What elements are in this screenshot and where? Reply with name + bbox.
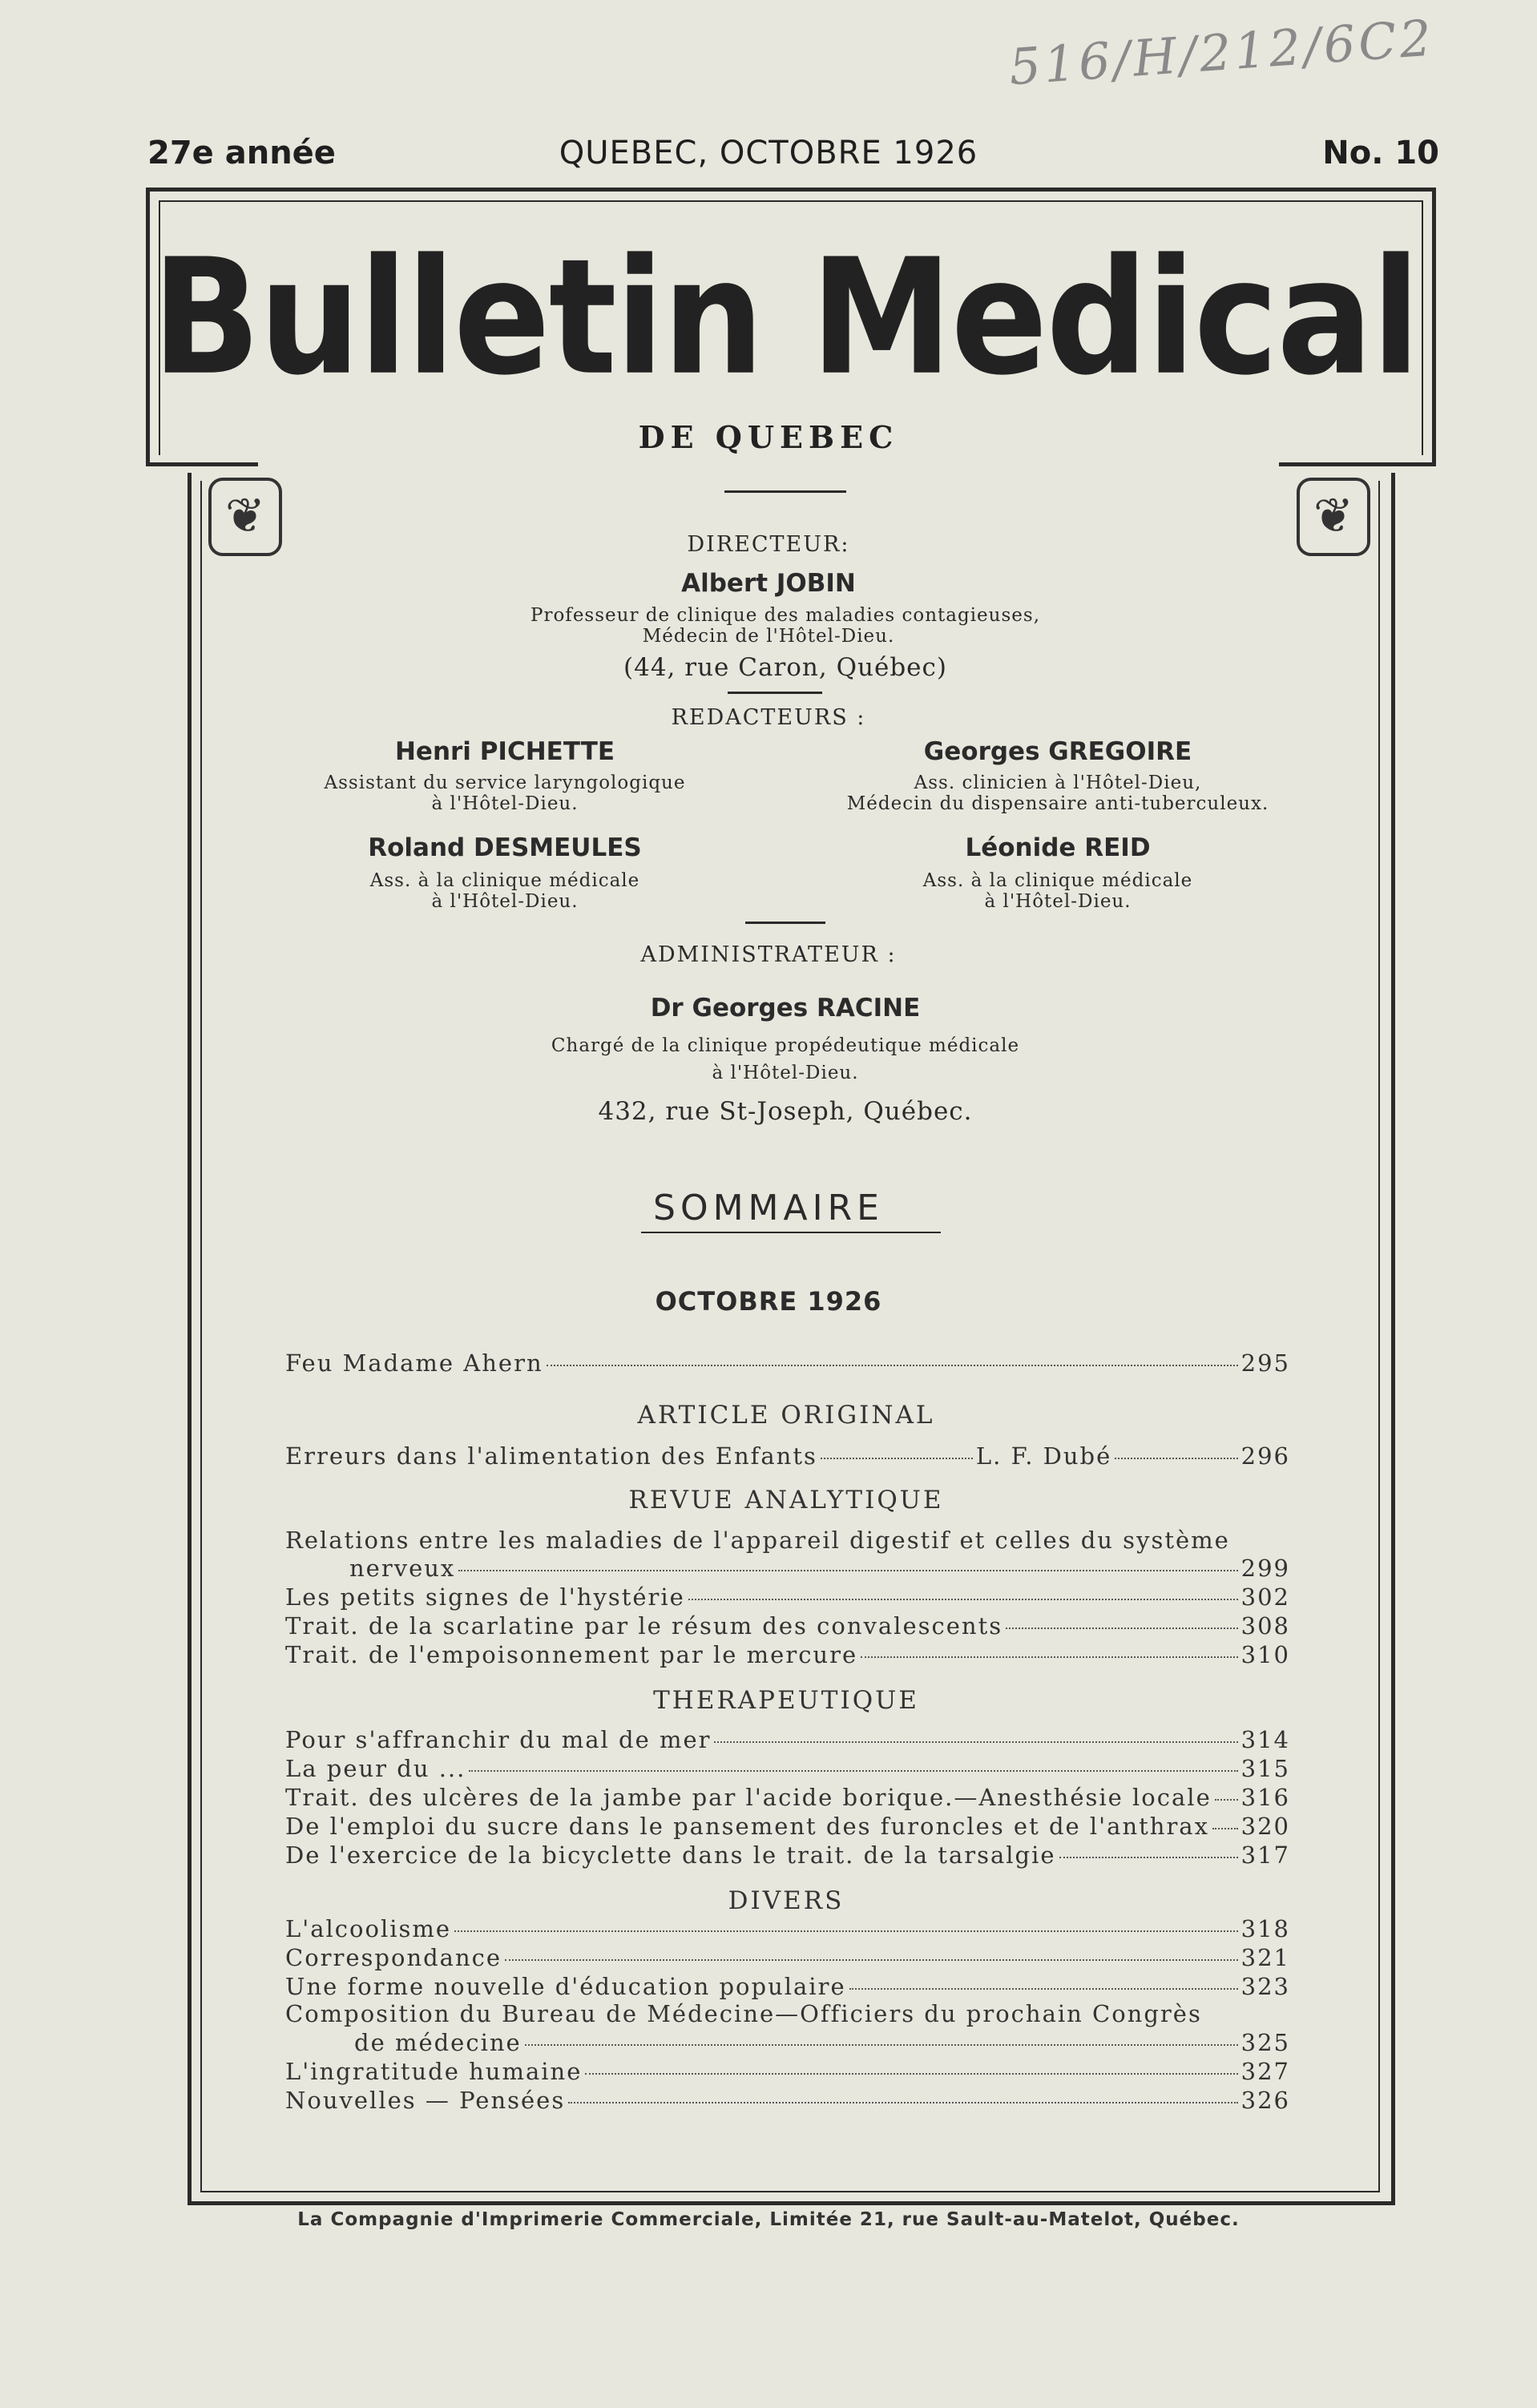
toc-item: Erreurs dans l'alimentation des Enfants L. F. Dubé 296 <box>285 1442 1290 1470</box>
directeur-label: DIRECTEUR: <box>687 532 850 557</box>
section-heading: REVUE ANALYTIQUE <box>628 1486 944 1515</box>
redacteur-name: Henri PICHETTE <box>394 737 615 766</box>
body-frame-left-inner <box>200 481 202 2192</box>
directeur-name: Albert JOBIN <box>681 569 856 598</box>
redacteur-desc: Ass. à la clinique médicale <box>369 870 640 891</box>
frame-inner-top <box>159 200 1423 202</box>
redacteurs-label: REDACTEURS : <box>671 705 866 730</box>
body-frame-left <box>188 473 192 2205</box>
directeur-address: (44, rue Caron, Québec) <box>623 653 947 682</box>
administrateur-name: Dr Georges RACINE <box>650 994 921 1022</box>
divider <box>745 922 825 924</box>
redacteur-desc: à l'Hôtel-Dieu. <box>431 891 579 912</box>
toc-item: Feu Madame Ahern 295 <box>285 1349 1290 1377</box>
ornament-icon: ❦ <box>208 478 282 556</box>
volume-year: 27e année <box>147 135 336 171</box>
section-heading: THERAPEUTIQUE <box>653 1686 919 1715</box>
administrateur-desc: à l'Hôtel-Dieu. <box>712 1063 859 1083</box>
section-heading: ARTICLE ORIGINAL <box>637 1401 935 1430</box>
toc-item: Trait. de la scarlatine par le résum des convalescents 308 <box>285 1612 1290 1640</box>
toc-item: nerveux 299 <box>349 1555 1290 1582</box>
toc-item: La peur du ... 315 <box>285 1755 1290 1782</box>
toc-item: Trait. des ulcères de la jambe par l'acide borique.—Anesthésie locale 316 <box>285 1784 1290 1811</box>
journal-title: Bulletin Medical <box>151 224 1419 410</box>
body-frame-bottom <box>188 2201 1395 2205</box>
toc-item: Correspondance 321 <box>285 1944 1290 1971</box>
catalog-mark: 516/H/212/6C2 <box>1007 8 1437 97</box>
redacteur-desc: à l'Hôtel-Dieu. <box>431 793 579 814</box>
administrateur-desc: Chargé de la clinique propédeutique médicale <box>551 1035 1020 1056</box>
divider <box>728 692 822 694</box>
directeur-desc: Professeur de clinique des maladies contagieuses, <box>530 605 1041 626</box>
toc-item: L'alcoolisme 318 <box>285 1915 1290 1942</box>
redacteur-desc: Ass. à la clinique médicale <box>922 870 1193 891</box>
toc-item-line1: Relations entre les maladies de l'appareil digestif et celles du système <box>285 1527 1230 1554</box>
redacteur-desc: Ass. clinicien à l'Hôtel-Dieu, <box>914 772 1202 793</box>
place-date: QUEBEC, OCTOBRE 1926 <box>559 135 978 171</box>
printer-imprint: La Compagnie d'Imprimerie Commerciale, Limitée 21, rue Sault-au-Matelot, Québec. <box>297 2209 1240 2230</box>
redacteur-name: Roland DESMEULES <box>368 833 642 862</box>
body-frame-bottom-inner <box>200 2191 1380 2192</box>
toc-item: Trait. de l'empoisonnement par le mercure 310 <box>285 1641 1290 1668</box>
section-heading: DIVERS <box>728 1886 845 1915</box>
sommaire-month: OCTOBRE 1926 <box>655 1286 882 1317</box>
toc-item: L'ingratitude humaine 327 <box>285 2058 1290 2085</box>
toc-item: Les petits signes de l'hystérie 302 <box>285 1583 1290 1611</box>
toc-item: De l'exercice de la bicyclette dans le trait. de la tarsalgie 317 <box>285 1841 1290 1869</box>
toc-item: de médecine 325 <box>354 2029 1290 2056</box>
issue-number: No. 10 <box>1322 135 1439 171</box>
toc-item: Nouvelles — Pensées 326 <box>285 2087 1290 2114</box>
toc-item: De l'emploi du sucre dans le pansement des furoncles et de l'anthrax 320 <box>285 1813 1290 1840</box>
divider <box>724 490 846 493</box>
ornament-icon: ❦ <box>1297 478 1370 556</box>
redacteur-desc: Assistant du service laryngologique <box>324 772 686 793</box>
redacteur-name: Georges GREGOIRE <box>923 737 1192 766</box>
toc-item: Une forme nouvelle d'éducation populaire 323 <box>285 1973 1290 2000</box>
redacteur-name: Léonide REID <box>965 833 1151 862</box>
sommaire-title: SOMMAIRE <box>653 1188 884 1228</box>
journal-subtitle: DE QUEBEC <box>638 419 899 455</box>
toc-item: Pour s'affranchir du mal de mer 314 <box>285 1726 1290 1753</box>
sommaire-underline <box>641 1232 941 1233</box>
frame-top <box>146 188 1436 192</box>
frame-right-foot <box>1279 462 1436 466</box>
toc-item-line1: Composition du Bureau de Médecine—Officiers du prochain Congrès <box>285 2000 1202 2027</box>
redacteur-desc: Médecin du dispensaire anti-tuberculeux. <box>846 793 1269 814</box>
frame-left-foot <box>146 462 258 466</box>
body-frame-right-inner <box>1378 481 1380 2192</box>
administrateur-address: 432, rue St-Joseph, Québec. <box>598 1097 973 1126</box>
directeur-desc: Médecin de l'Hôtel-Dieu. <box>642 626 895 647</box>
redacteur-desc: à l'Hôtel-Dieu. <box>984 891 1132 912</box>
administrateur-label: ADMINISTRATEUR : <box>640 942 897 967</box>
body-frame-right <box>1391 473 1395 2205</box>
